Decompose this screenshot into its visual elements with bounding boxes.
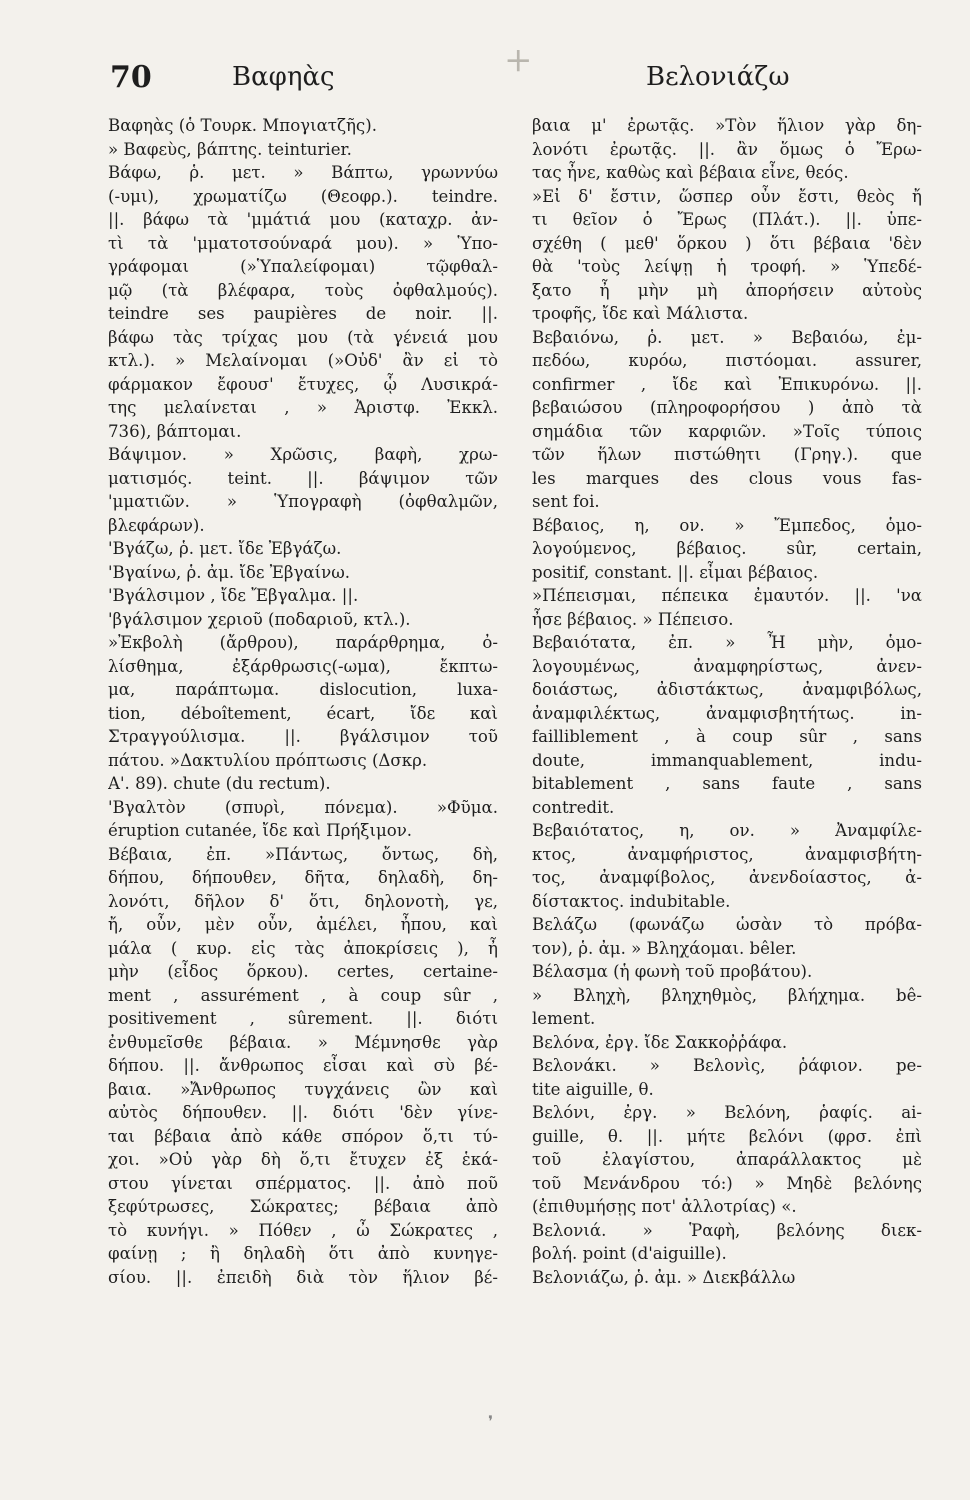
running-head-right: Βελονιάζω: [646, 62, 790, 92]
text-line: (ἐπιθυμήσῃς ποτ' ἀλλοτρίας) «.: [532, 1197, 797, 1216]
text-line: τοῦ Μενάνδρου τό:) » Μηδὲ βελόνης: [532, 1173, 922, 1193]
text-line: Βεβαιότατα, ἐπ. » Ἦ μὴν, ὁμο-: [532, 633, 922, 652]
text-line: τος, ἀναμφίβολος, ἀνενδοίαστος, ἀ-: [532, 868, 922, 887]
text-line: σίου. ||. ἐπειδὴ διὰ τὸν ἥλιον βέ-: [108, 1267, 498, 1287]
right-column: [532, 114, 922, 1289]
text-line: Βελονιάζω, ῥ. ἀμ. » Διεκβάλλω: [532, 1267, 796, 1287]
text-line: Βέβαιος, η, ον. » Ἔμπεδος, ὁμο-: [532, 515, 922, 535]
text-line: contredit.: [532, 797, 615, 817]
text-line: 'Βγαίνω, ῥ. ἀμ. ἴδε Ἐβγαίνω.: [108, 562, 351, 582]
text-line: λονότι, δῆλον δ' ὅτι, δηλονοτὴ, γε,: [108, 891, 498, 911]
text-line: ται βέβαια ἀπὸ κάθε σπόρον ὅ,τι τύ-: [108, 1126, 498, 1146]
text-line: lement.: [532, 1009, 596, 1028]
text-line: βλεφάρων).: [108, 515, 205, 535]
text-line: positif, constant. ||. εἶμαι βέβαιος.: [532, 562, 819, 582]
text-line: βεβαιώσου (πληροφορήσου ) ἀπὸ τὰ: [532, 398, 922, 417]
text-line: τροφῆς, ἴδε καὶ Μάλιστα.: [532, 304, 749, 323]
text-line: (-υμι), χρωματίζω (Θεοφρ.). teindre.: [108, 186, 498, 206]
text-line: 'βγάλσιμον χεριοῦ (ποδαριοῦ, κτλ.).: [108, 609, 411, 629]
text-line: μα, παράπτωμα. dislocution, luxa-: [108, 680, 498, 699]
text-line: γράφομαι (»Ὑπαλείφομαι) τῷφθαλ-: [108, 257, 498, 276]
text-line: θὰ 'τοὺς λείψῃ ἡ τροφή. » Ὑπεδέ-: [532, 257, 922, 276]
text-line: teindre ses paupières de noir. ||.: [108, 304, 498, 323]
text-line: τοῦ ἐλαγίστου, ἀπαράλλακτος μὲ: [532, 1150, 922, 1169]
text-line: λογούμενος, βέβαιος. sûr, certain,: [532, 539, 922, 558]
text-line: ἀναμφιλέκτως, ἀναμφισβητήτως. in-: [532, 703, 922, 723]
page-header: [0, 60, 970, 104]
text-line: ἐνθυμεῖσθε βέβαια. » Μέμνησθε γὰρ: [108, 1032, 498, 1052]
text-line: τῶν ἥλων πιστώθητι (Γρηγ.). que: [532, 445, 922, 464]
bleed-through-mark: +: [504, 40, 533, 80]
text-line: τας ἦνε, καθὼς καὶ βέβαια εἶνε, θεός.: [532, 163, 849, 182]
text-line: confirmer , ἴδε καὶ Ἐπικυρόνω. ||.: [532, 374, 922, 394]
text-line: τι θεῖον ὁ Ἔρως (Πλάτ.). ||. ὑπε-: [532, 210, 922, 229]
text-line: ἤ, οὖν, μὲν οὖν, ἀμέλει, ἦπου, καὶ: [108, 915, 498, 934]
text-line: Βέλασμα (ἡ φωνὴ τοῦ προβάτου).: [532, 962, 813, 981]
text-line: ||. βάφω τὰ 'μμάτιά μου (καταχρ. ἀν-: [108, 210, 498, 229]
text-line: Βάφω, ῥ. μετ. » Βάπτω, γρωννύω: [108, 163, 498, 182]
text-line: φάρμακον ἔφουσ' ἔτυχες, ᾧ Λυσικρά-: [108, 374, 498, 394]
text-line: τὸ κυνήγι. » Πόθεν , ὦ Σώκρατες ,: [108, 1220, 498, 1240]
text-line: Βεβαιόνω, ῥ. μετ. » Βεβαιόω, ἐμ-: [532, 327, 922, 347]
text-line: ἦσε βέβαιος. » Πέπεισο.: [532, 609, 734, 629]
text-line: τὶ τὰ 'μματοτσούναρά μου). » Ὑπο-: [108, 233, 498, 253]
text-line: λίσθημα, ἐξάρθρωσις(-ωμα), ἔκπτω-: [108, 656, 498, 676]
text-line: Βάψιμον. » Χρῶσις, βαφὴ, χρω-: [108, 445, 498, 464]
text-line: σχέθη ( μεθ' ὅρκου ) ὅτι βέβαια 'δὲν: [532, 233, 922, 253]
text-line: failliblement , à coup sûr , sans: [532, 727, 922, 746]
text-line: φαίνῃ ; ἢ δηλαδὴ ὅτι ἀπὸ κυνηγε-: [108, 1244, 498, 1263]
text-line: 'μματιῶν. » Ὑπογραφὴ (ὀφθαλμῶν,: [108, 492, 498, 511]
text-line: »Πέπεισμαι, πέπεικα ἐμαυτόν. ||. 'να: [532, 586, 922, 605]
running-head-left: Βαφηὰς: [232, 62, 335, 92]
text-line: κτος, ἀναμφήριστος, ἀναμφισβήτη-: [532, 844, 922, 864]
text-line: σημάδια τῶν καρφιῶν. »Τοῖς τύποις: [532, 421, 922, 441]
text-line: ξατο ἦ μὴν μὴ ἀπορήσειν αὐτοὺς: [532, 280, 922, 300]
text-line: Βαφηὰς (ὁ Τουρκ. Μπογιατζῆς).: [108, 116, 377, 135]
text-line: éruption cutanée, ἴδε καὶ Πρήξιμον.: [108, 821, 413, 840]
text-line: Βελονάκι. » Βελονὶς, ῥάφιον. pe-: [532, 1056, 922, 1075]
text-line: ment , assurément , à coup sûr ,: [108, 985, 498, 1005]
text-line: les marques des clous vous fas-: [532, 468, 922, 488]
text-line: Βεβαιότατος, η, ον. » Ἀναμφίλε-: [532, 821, 922, 840]
text-line: 736), βάπτομαι.: [108, 421, 242, 441]
text-line: »Εἰ δ' ἔστιν, ὥσπερ οὖν ἔστι, θεὸς ἤ: [532, 186, 922, 206]
text-line: ματισμός. teint. ||. βάψιμον τῶν: [108, 468, 498, 488]
text-line: bitablement , sans faute , sans: [532, 774, 922, 793]
text-line: δοιάστως, ἀδιστάκτως, ἀναμφιβόλως,: [532, 680, 922, 699]
text-line: guille, θ. ||. μήτε βελόνι (φρσ. ἐπὶ: [532, 1126, 922, 1146]
page-number: 70: [110, 60, 152, 95]
text-line: δίστακτος. indubitable.: [532, 891, 731, 911]
text-line: λονότι ἐρωτᾷς. ||. ἂν ὅμως ὁ Ἔρω-: [532, 139, 922, 159]
text-line: doute, immanquablement, indu-: [532, 750, 922, 770]
text-line: βαια μ' ἐρωτᾷς. »Τὸν ἥλιον γὰρ δη-: [532, 116, 922, 135]
text-line: πάτου. »Δακτυλίου πρόπτωσις (Δσκρ.: [108, 750, 428, 770]
text-line: βάφω τὰς τρίχας μου (τὰ γένειά μου: [108, 327, 498, 347]
text-line: »Ἐκβολὴ (ἄρθρου), παράρθρημα, ὀ-: [108, 633, 498, 652]
text-line: της μελαίνεται , » Ἀριστφ. Ἐκκλ.: [108, 398, 498, 417]
text-line: Α'. 89). chute (du rectum).: [108, 774, 331, 793]
text-line: αὐτὸς δήπουθεν. ||. διότι 'δὲν γίνε-: [108, 1103, 498, 1122]
text-line: tion, déboîtement, écart, ἴδε καὶ: [108, 703, 498, 723]
text-line: 'Βγάζω, ῥ. μετ. ἴδε Ἐβγάζω.: [108, 539, 342, 558]
left-column: [108, 114, 498, 1289]
text-line: βολή. point (d'aiguille).: [532, 1244, 727, 1263]
text-line: Βελονιά. » Ῥαφὴ, βελόνης διεκ-: [532, 1220, 922, 1240]
text-line: δήπου, δήπουθεν, δῆτα, δηλαδὴ, δη-: [108, 868, 498, 887]
text-line: μῷ (τὰ βλέφαρα, τοὺς ὀφθαλμούς).: [108, 280, 498, 300]
text-line: 'Βγαλτὸν (σπυρὶ, πόνεμα). »Φῦμα.: [108, 797, 498, 817]
ink-fleck: ❜: [488, 1412, 494, 1431]
text-line: δήπου. ||. ἄνθρωπος εἶσαι καὶ σὺ βέ-: [108, 1056, 498, 1075]
text-line: Βελόνι, ἐργ. » Βελόνη, ῥαφίς. ai-: [532, 1103, 922, 1122]
text-line: » Βαφεὺς, βάπτης. teinturier.: [108, 139, 352, 159]
text-line: στου γίνεται σπέρματος. ||. ἀπὸ ποῦ: [108, 1173, 498, 1193]
text-line: κτλ.). » Μελαίνομαι (»Οὐδ' ἂν εἰ τὸ: [108, 351, 498, 370]
text-line: τον), ῥ. ἀμ. » Βληχάομαι. bêler.: [532, 938, 797, 958]
text-line: positivement , sûrement. ||. διότι: [108, 1009, 498, 1028]
text-line: Βέβαια, ἐπ. »Πάντως, ὄντως, δὴ,: [108, 844, 498, 864]
text-line: χοι. »Οὐ γὰρ δὴ ὅ,τι ἔτυχεν ἐξ ἑκά-: [108, 1150, 498, 1169]
text-line: Στραγγούλισμα. ||. βγάλσιμον τοῦ: [108, 727, 498, 746]
text-line: tite aiguille, θ.: [532, 1079, 654, 1099]
text-line: πεδόω, κυρόω, πιστόομαι. assurer,: [532, 351, 922, 370]
text-line: μάλα ( κυρ. εἰς τὰς ἀποκρίσεις ), ἦ: [108, 938, 498, 958]
text-line: μὴν (εἶδος ὅρκου). certes, certaine-: [108, 962, 498, 981]
text-line: 'Βγάλσιμον , ἴδε Ἔβγαλμα. ||.: [108, 586, 359, 605]
text-line: ξεφύτρωσες, Σώκρατες; βέβαια ἀπὸ: [108, 1197, 498, 1216]
text-line: Βελάζω (φωνάζω ὡσὰν τὸ πρόβα-: [532, 915, 922, 934]
text-line: Βελόνα, ἐργ. ἴδε Σακκοῤῥάφα.: [532, 1032, 788, 1052]
text-line: βαια. »Ἄνθρωπος τυγχάνεις ὢν καὶ: [108, 1079, 498, 1099]
text-line: » Βληχὴ, βληχηθμὸς, βλήχημα. bê-: [532, 985, 922, 1005]
text-line: λογουμένως, ἀναμφηρίστως, ἀνεν-: [532, 656, 922, 676]
text-line: sent foi.: [532, 492, 600, 511]
